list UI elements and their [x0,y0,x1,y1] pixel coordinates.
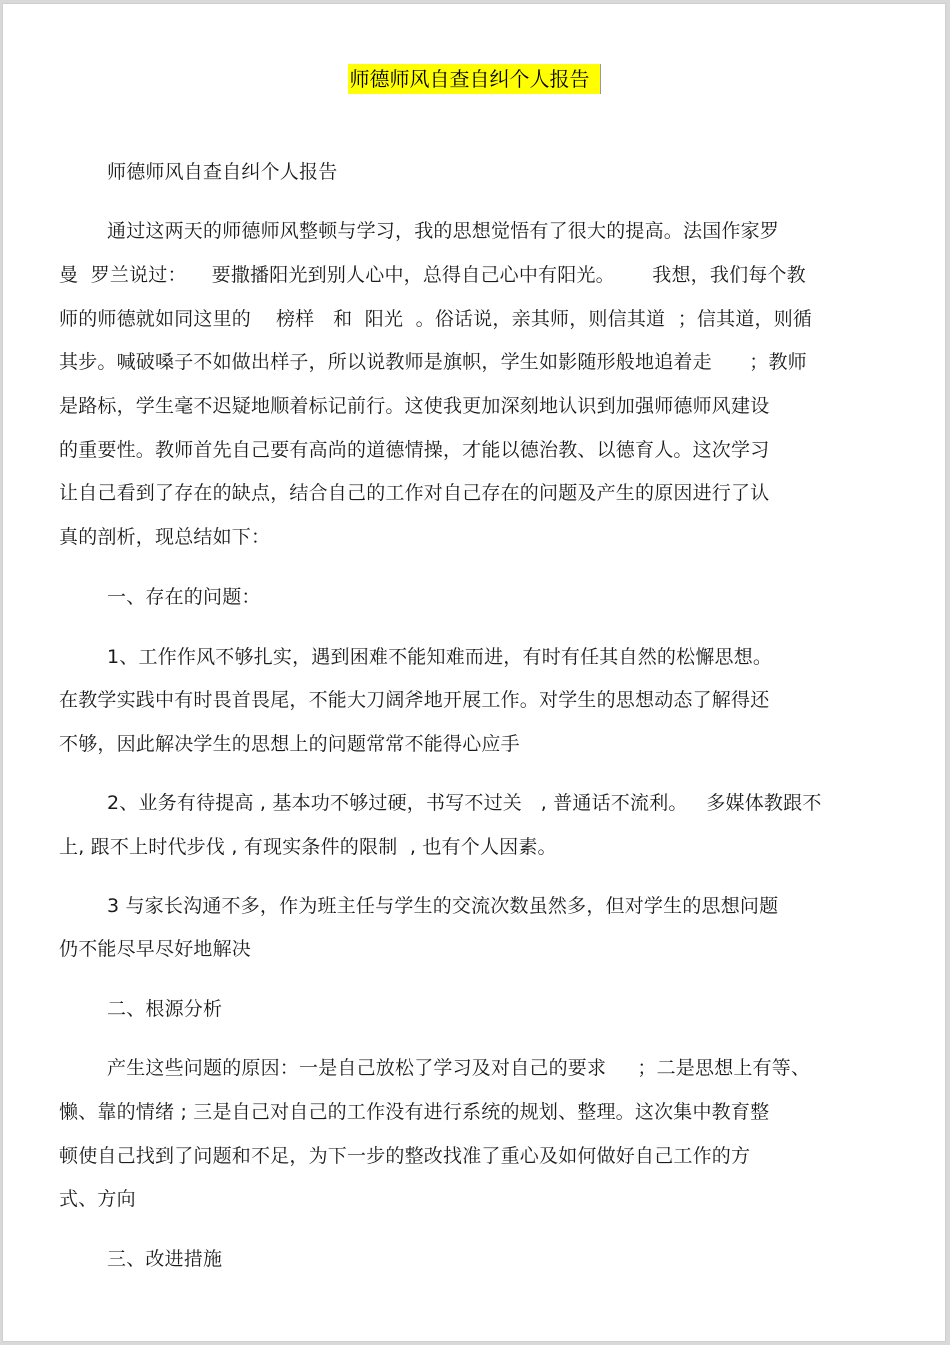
paragraph-line: 懒、靠的情绪 ; 三是自己对自己的工作没有进行系统的规划、整理。这次集中教育整 [59,1101,770,1123]
paragraph-line: 1、工作作风不够扎实，遇到困难不能知难而进，有时有任其自然的松懈思想。 [107,646,773,668]
paragraph-line: 曼 罗兰说过： 要撒播阳光到别人心中，总得自己心中有阳光。 我想，我们每个教 [59,264,806,286]
body-heading: 师德师风自查自纠个人报告 [107,161,338,183]
paragraph-line: 让自己看到了存在的缺点，结合自己的工作对自己存在的问题及产生的原因进行了认 [59,482,770,504]
paragraph-line: 上, 跟不上时代步伐 , 有现实条件的限制 , 也有个人因素。 [59,836,557,858]
paragraph-line: 式、方向 [59,1188,136,1210]
document-title: 师德师风自查自纠个人报告 [348,64,601,94]
section-heading: 一、存在的问题： [107,586,261,608]
paragraph-line: 产生这些问题的原因：一是自己放松了学习及对自己的要求 ；二是思想上有等、 [107,1057,811,1079]
paragraph-line: 不够，因此解决学生的思想上的问题常常不能得心应手 [59,733,520,755]
paragraph-line: 仍不能尽早尽好地解决 [59,938,252,960]
paragraph-line: 其步。喊破嗓子不如做出样子，所以说教师是旗帜，学生如影随形般地追着走 ；教师 [59,351,807,373]
section-heading: 三、改进措施 [107,1248,223,1270]
document-page [2,3,946,1342]
paragraph-line: 2、业务有待提高 , 基本功不够过硬，书写不过关 , 普通话不流利。 多媒体教跟不 [107,792,822,814]
title-container [3,64,945,94]
paragraph-line: 是路标，学生毫不迟疑地顺着标记前行。这使我更加深刻地认识到加强师德师风建设 [59,395,770,417]
paragraph-line: 通过这两天的师德师风整顿与学习，我的思想觉悟有了很大的提高。法国作家罗 [107,220,780,242]
paragraph-line: 的重要性。教师首先自己要有高尚的道德情操，才能以德治教、以德育人。这次学习 [59,439,770,461]
paragraph-line: 真的剖析，现总结如下： [59,526,271,548]
paragraph-line: 在教学实践中有时畏首畏尾，不能大刀阔斧地开展工作。对学生的思想动态了解得还 [59,689,770,711]
paragraph-line: 师的师德就如同这里的 榜样 和 阳光 。俗话说，亲其师，则信其道 ；信其道，则循 [59,308,813,330]
paragraph-line: 顿使自己找到了问题和不足，为下一步的整改找准了重心及如何做好自己工作的方 [59,1145,751,1167]
section-heading: 二、根源分析 [107,998,223,1020]
paragraph-line: 3 与家长沟通不多，作为班主任与学生的交流次数虽然多，但对学生的思想问题 [107,895,779,917]
